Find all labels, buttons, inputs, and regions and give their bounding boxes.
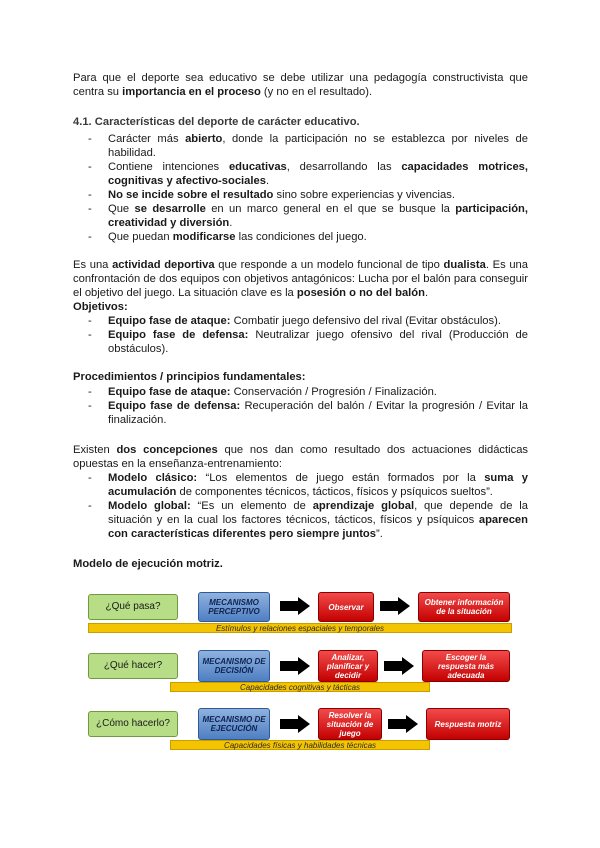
list-item: - Equipo fase de defensa: Neutralizar juego ofensivo del rival (Producción de obstáculos). xyxy=(108,328,528,356)
question-box: ¿Cómo hacerlo? xyxy=(88,711,178,737)
section-title: 4.1. Características del deporte de carácter educativo. xyxy=(73,116,360,128)
capacities-band: Capacidades físicas y habilidades técnicas xyxy=(170,740,430,750)
conceptions-list xyxy=(73,471,528,541)
action-box: Resolver la situación de juego xyxy=(318,708,382,740)
result-box: Obtener información de la situación xyxy=(418,592,510,622)
list-item: - Que se desarrolle en un marco general en el que se busque la participación, creatividad y diversión. xyxy=(108,202,528,230)
action-box: Analizar, planificar y decidir xyxy=(318,650,378,682)
capacities-band: Capacidades cognitivas y tácticas xyxy=(170,682,430,692)
procedures-list xyxy=(73,385,528,427)
mechanism-box: MECANISMO DE EJECUCIÓN xyxy=(198,708,270,740)
motor-execution-diagram xyxy=(88,592,514,750)
list-item: - Modelo global: “Es un elemento de aprendizaje global, que depende de la situación y en la cual los factores técnicos, tácticos, físicos y psíquicos aparecen con características diferentes pero siempre juntos”. xyxy=(108,499,528,541)
intro-paragraph: Para que el deporte sea educativo se debe utilizar una pedagogía constructivista que centra su importancia en el proceso (y no en el resultado). xyxy=(73,72,528,98)
question-box: ¿Qué hacer? xyxy=(88,653,178,679)
list-item: - Equipo fase de defensa: Recuperación del balón / Evitar la progresión / Evitar la finalización. xyxy=(108,399,528,427)
list-item: - Carácter más abierto, donde la participación no se establezca por niveles de habilidad. xyxy=(108,132,528,160)
capacities-band: Estímulos y relaciones espaciales y temporales xyxy=(88,623,512,633)
model-title: Modelo de ejecución motriz. xyxy=(73,558,223,570)
features-list xyxy=(73,132,528,244)
result-box: Respuesta motriz xyxy=(426,708,510,740)
procedures-title: Procedimientos / principios fundamentales: xyxy=(73,371,306,383)
diagram-row-execution xyxy=(88,708,514,748)
list-item: - No se incide sobre el resultado sino sobre experiencias y vivencias. xyxy=(108,188,528,202)
list-item: - Equipo fase de ataque: Combatir juego defensivo del rival (Evitar obstáculos). xyxy=(108,314,528,328)
activity-paragraph: Es una actividad deportiva que responde a un modelo funcional de tipo dualista. Es una confrontación de dos equipos con objetivos antagónicos: Lucha por el balón para conseguir el objetivo del juego. La situación clave es la posesión o no del balón. xyxy=(73,259,528,299)
right-arrow-icon xyxy=(388,715,418,733)
list-item: - Contiene intenciones educativas, desarrollando las capacidades motrices, cognitivas y afectivo-sociales. xyxy=(108,160,528,188)
mechanism-box: MECANISMO PERCEPTIVO xyxy=(198,592,270,622)
right-arrow-icon xyxy=(380,597,410,615)
objectives-list xyxy=(73,314,528,356)
action-box: Observar xyxy=(318,592,374,622)
list-item: - Que puedan modificarse las condiciones del juego. xyxy=(108,230,528,244)
list-item: - Equipo fase de ataque: Conservación / Progresión / Finalización. xyxy=(108,385,528,399)
document-page xyxy=(73,71,528,571)
result-box: Escoger la respuesta más adecuada xyxy=(422,650,510,682)
right-arrow-icon xyxy=(280,715,310,733)
right-arrow-icon xyxy=(280,597,310,615)
conceptions-paragraph: Existen dos concepciones que nos dan como resultado dos actuaciones didácticas opuestas en la enseñanza-entrenamiento: xyxy=(73,444,529,470)
mechanism-box: MECANISMO DE DECISIÓN xyxy=(198,650,270,682)
diagram-row-decision xyxy=(88,650,514,690)
list-item: - Modelo clásico: “Los elementos de juego están formados por la suma y acumulación de componentes técnicos, tácticos, físicos y psíquicos sueltos”. xyxy=(108,471,528,499)
diagram-row-perceptive xyxy=(88,592,514,632)
objectives-title: Objetivos: xyxy=(73,301,128,313)
question-box: ¿Qué pasa? xyxy=(88,594,178,620)
right-arrow-icon xyxy=(280,657,310,675)
right-arrow-icon xyxy=(384,657,414,675)
